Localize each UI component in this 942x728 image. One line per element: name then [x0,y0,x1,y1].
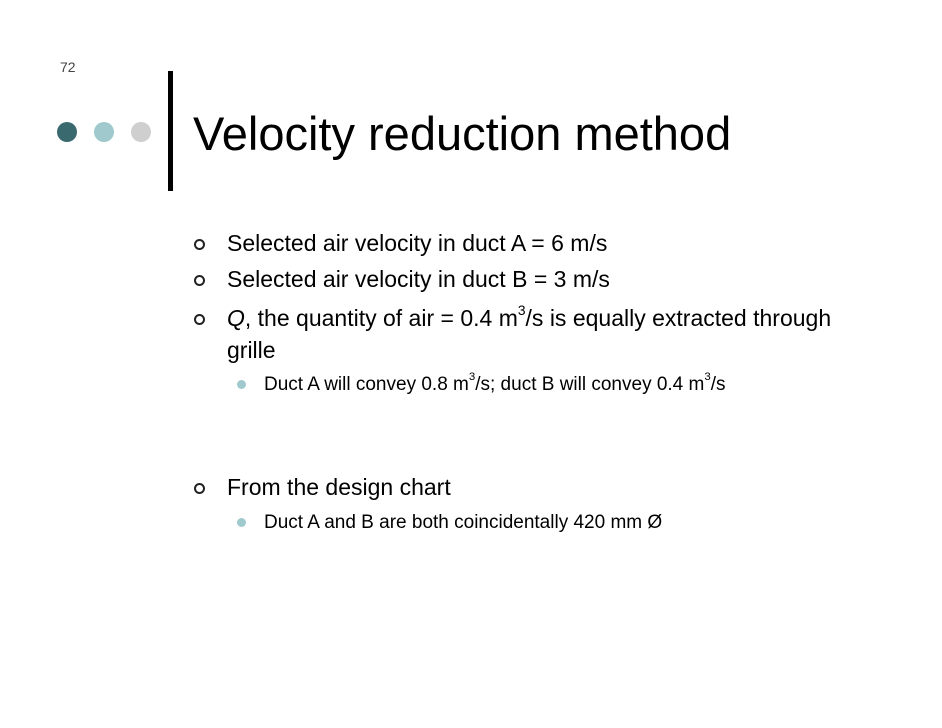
superscript: 3 [517,302,526,318]
slide-number: 72 [60,59,76,75]
bullet-item-duct-b-velocity [190,263,867,295]
disc-bullet-icon [237,518,246,527]
bullet-text: Selected air velocity in duct A = 6 m/s [227,230,608,256]
bullet-text: From the design chart [227,474,451,500]
sub-bullet-text: Duct A and B are both coincidentally 420 mm Ø [264,512,663,533]
title-divider-bar [168,71,173,191]
ring-bullet-icon [194,314,205,325]
bullet-text-part: , the quantity of air = 0.4 m [244,305,518,331]
slide-title: Velocity reduction method [193,107,732,160]
bullet-list [190,0,850,728]
sub-bullet-item-duct-diameter [190,509,824,537]
sub-bullet-item-duct-conveyance [190,371,824,399]
sub-bullet-text-part: /s [710,374,726,395]
decorative-dot-mid [94,122,114,142]
disc-bullet-icon [237,380,246,389]
superscript: 3 [468,371,476,384]
decorative-dot-dark [57,122,77,142]
sub-bullet-text-part: /s; duct B will convey 0.4 m [475,374,705,395]
bullet-text-part: /s is equally extracted through grille [227,305,832,363]
bullet-text: Selected air velocity in duct B = 3 m/s [227,266,610,292]
bullet-item-design-chart [190,471,867,503]
sub-bullet-text-part: Duct A will convey 0.8 m [264,374,469,395]
ring-bullet-icon [194,275,205,286]
decorative-dot-light [131,122,151,142]
quantity-symbol: Q [227,305,245,331]
bullet-item-air-quantity [190,302,867,366]
ring-bullet-icon [194,239,205,250]
ring-bullet-icon [194,483,205,494]
bullet-item-duct-a-velocity [190,227,867,259]
superscript: 3 [704,371,711,384]
